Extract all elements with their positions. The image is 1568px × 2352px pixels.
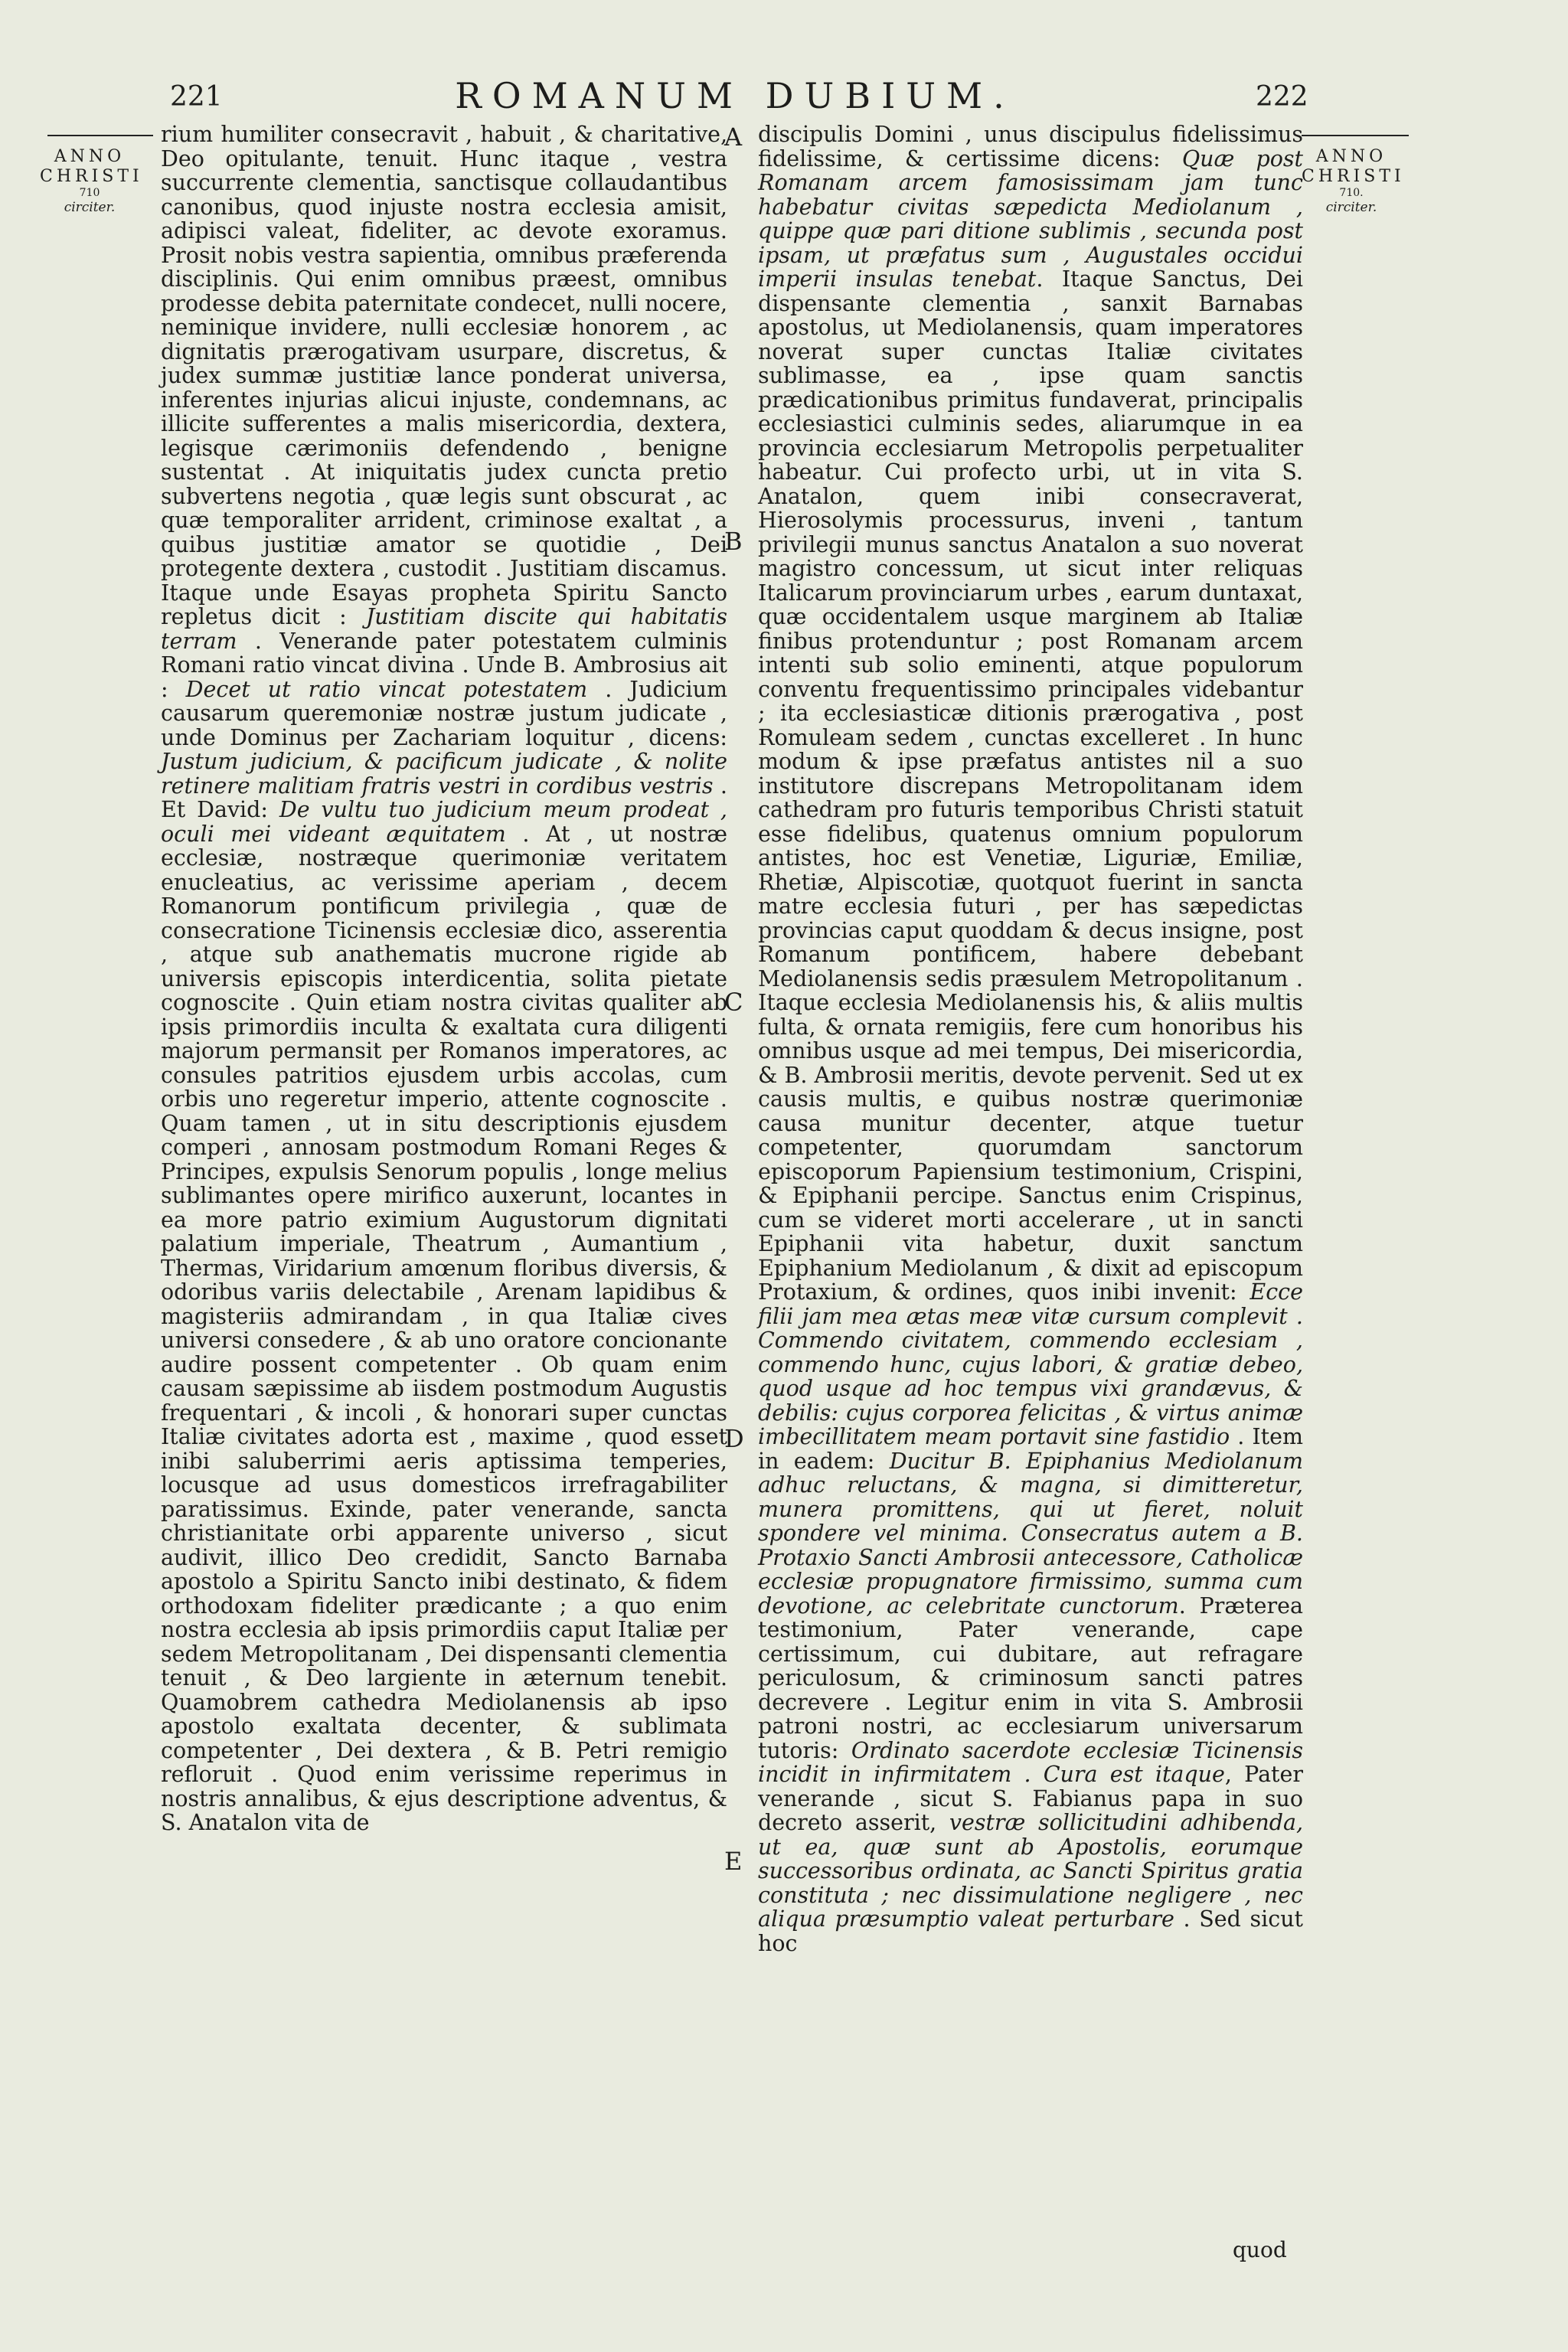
quote-epiphanius: Ducitur B. Epiphanius Mediolanum adhuc reluctans, & magna, si dimitteretur, munera promittens, qui ut fieret, noluit spondere vel minima. Consecratus autem a B. Protaxio Sancti Ambrosii antecessore, Catholicæ ecclesiæ propugnatore firmissimo, summa cum devotione, ac celebritate cunctorum	[758, 1448, 1303, 1619]
margin-christi: CHRISTI	[1302, 167, 1405, 186]
margin-circiter: circiter.	[64, 200, 116, 215]
running-title: ROMANUM DUBIUM.	[455, 75, 1015, 116]
quote-zechariah: Justum judicium, & pacificum judicate , & nolite retinere malitiam fratris vestri in cordibus vestris	[161, 749, 727, 799]
section-letter-d: D	[724, 1424, 744, 1453]
section-letter-a: A	[724, 122, 743, 152]
text-run: . Itaque Sanctus, Dei dispensante clementia , sanxit Barnabas apostolus, ut Mediolanensis, quam imperatores noverat super cunctas Italiæ civitates sublimasse, ea , ipse quam sanctis prædicationibus primitus fundaverat, principalis ecclesiastici culminis sedes, aliarumque in ea provincia ecclesiarum Metropolis perpetualiter habeatur. Cui profecto urbi, ut in vita S. Anatalon, quem inibi consecraverat, Hierosolymis processurus, inveni , tantum privilegii munus sanctus Anatalon a suo noverat magistro concessum, ut sicut inter reliquas Italicarum provinciarum urbes , earum duntaxat, quæ occidentalem usque marginem ab Italiæ finibus protenduntur ; post Romanam arcem intenti sub solio eminenti, atque populorum conventu frequentissimo principales videbantur ; ita ecclesiasticæ ditionis prærogativa , post Romuleam sedem , cunctas excelleret . In hunc modum & ipse præfatus antistes nil a suo institutore discrepans Metropolitanam idem cathedram pro futuris temporibus Christi statuit esse fidelibus, quatenus omnium populorum antistes, hoc est Venetiæ, Liguriæ, Emiliæ, Rhetiæ, Alpiscotiæ, quotquot fuerint in sancta matre ecclesia futuri , per has sæpedictas provincias caput quoddam & decus insigne, post Romanum pontificem, habere debebant Mediolanensis sedis præsulem Metropolitanum . Itaque ecclesia Mediolanensis his, & aliis multis fulta, & ornata remigiis, fere cum honoribus his omnibus usque ad mei tempus, Dei misericordia, & B. Ambrosii meritis, devote pervenit. Sed ut ex causis multis, e quibus nostræ querimoniæ causa munitur decenter, atque tuetur competenter, quorumdam sanctorum episcoporum Papiensium testimonium, Crispini, & Epiphanii percipe. Sanctus enim Crispinus, cum se videret morti accelerare , ut in sancti Epiphanii vita habetur, duxit sanctum Epiphanium Mediolanum , & dixit ad episcopum Protaxium, & ordines, quos inibi invenit:	[758, 266, 1303, 1305]
quote-isaiah: Justitiam discite qui habitatis terram	[161, 604, 727, 654]
quote-crispinus: Ecce filii jam mea ætas meæ vitæ cursum complevit . Commendo civitatem, commendo ecclesiam , commendo hunc, cujus labori, & gratiæ debeo, quod usque ad hoc tempus vixi grandævus, & debilis: cujus corporea felicitas , & virtus animæ imbecillitatem meam portavit sine fastidio	[758, 1279, 1303, 1449]
margin-year: 710	[79, 187, 100, 199]
section-letter-c: C	[724, 988, 743, 1017]
text-run: . At , ut nostræ ecclesiæ, nostræque querimoniæ veritatem enucleatius, ac verissime aperiam , decem Romanorum pontificum privilegia , quæ de consecratione Ticinensis ecclesiæ dico, asserentia , atque sub anathematis mucrone rigide ab universis episcopis interdicentia, solita pietate cognoscite . Quin etiam nostra civitas qualiter ab ipsis primordiis inculta & exaltata cura diligenti majorum permansit per Romanos imperatores, ac consules patritios ejusdem urbis accolas, cum orbis uno regeretur imperio, attente cognoscite . Quam tamen , ut in situ descriptionis ejusdem comperi , annosam postmodum Romani Reges & Principes, expulsis Senorum populis , longe melius sublimantes opere mirifico auxerunt, locantes in ea more patrio eximium Augustorum dignitati palatium imperiale, Theatrum , Aumantium , Thermas, Viridarium amœnum floribus diversis, & odoribus variis delectabile , Arenam lapidibus & magisteriis admirandam , in qua Italiæ cives universi consedere , & ab uno oratore concionante audire possent competenter . Ob quam enim causam sæpissime ab iisdem postmodum Augustis frequentari , & incoli , & honorari super cunctas Italiæ civitates adorta est , maxime , quod esset inibi saluberrimi aeris aptissima temperies, locusque ad usus domesticos irrefragabiliter paratissimus. Exinde, pater venerande, sancta christianitate orbi apparente universo , sicut audivit, illico Deo credidit, Sancto Barnaba apostolo a Spiritu Sancto inibi destinato, & fidem orthodoxam fideliter prædicante ; a quo enim nostra ecclesia ab ipsis primordiis caput Italiæ per sedem Metropolitanam , Dei dispensanti clementia tenuit , & Deo largiente in æternum tenebit. Quamobrem cathedra Mediolanensis ab ipso apostolo exaltata decenter, & sublimata competenter , Dei dextera , & B. Petri remigio refloruit . Quod enim verissime reperimus in nostris annalibus, & ejus descriptione adventus, & S. Anatalon vita de	[161, 821, 727, 1835]
margin-anno: ANNO	[1315, 147, 1387, 166]
margin-anno: ANNO	[54, 147, 126, 166]
text-run: . Præterea testimonium, Pater venerande, cape certissimum, cui dubitare, aut refragare periculosum, & criminosum sancti patres decrevere . Legitur enim in vita S. Ambrosii patroni nostri, ac ecclesiarum universarum tutoris:	[758, 1592, 1304, 1763]
text-run: . Et David:	[161, 773, 727, 822]
quote-ambrose: Decet ut ratio vincat potestatem	[185, 676, 588, 702]
section-letter-e: E	[724, 1847, 743, 1876]
section-letter-b: B	[724, 527, 743, 556]
margin-circiter: circiter.	[1325, 200, 1377, 215]
right-margin-note	[1302, 147, 1405, 216]
quote-david: De vultu tuo judicium meum prodeat , oculi mei videant æquitatem	[161, 797, 727, 847]
text-run: . Item in eadem:	[758, 1424, 1303, 1474]
text-run: , Pater venerande , sicut S. Fabianus papa in suo decreto asserit,	[758, 1762, 1304, 1835]
margin-year: 710.	[1339, 187, 1364, 199]
left-margin-rule	[47, 135, 153, 136]
catchword: quod	[1233, 2237, 1287, 2262]
text-run: . Sed sicut hoc	[758, 1906, 1303, 1956]
left-text-column	[161, 122, 727, 2266]
text-run: . Venerande pater potestatem culminis Romani ratio vincat divina . Unde B. Ambrosius ait :	[161, 628, 727, 702]
text-run: discipulis Domini , unus discipulus fidelissimus fidelissime, & certissime dicens:	[758, 122, 1303, 172]
right-column-paragraph	[758, 122, 1303, 1955]
quote-fabianus: vestræ sollicitudini adhibenda, ut ea, quæ sunt ab Apostolis, eorumque successoribus ordinata, ac Sancti Spiritus gratia constituta ; nec dissimulatione negligere , nec aliqua præsumptio valeat perturbare	[758, 1810, 1304, 1932]
left-margin-note	[40, 147, 143, 216]
section-letters	[720, 122, 755, 2006]
page-header	[0, 75, 1568, 121]
quote-mediolanum: Quæ post Romanam arcem famosissimam jam tunc habebatur civitas sæpedicta Mediolanum , quippe quæ pari ditione sublimis , secunda post ipsam, ut præfatus sum , Augustales occidui imperii insulas tenebat	[758, 145, 1303, 292]
text-run: . Judicium causarum queremoniæ nostræ justum judicate , unde Dominus per Zachariam loquitur , dicens:	[161, 676, 727, 750]
margin-christi: CHRISTI	[40, 167, 143, 186]
text-run: rium humiliter consecravit , habuit , & charitative, Deo opitulante, tenuit. Hunc itaque , vestra succurrente clementia, sanctisque collaudantibus canonibus, quod injuste nostra ecclesia amisit, adipisci valeat, fideliter, ac devote exoramus. Prosit nobis vestra sapientia, omnibus præferenda disciplinis. Qui enim omnibus præest, omnibus prodesse debita paternitate condecet, nulli nocere, neminique invidere, nulli ecclesiæ honorem , ac dignitatis prærogativam usurpare, discretus, & judex summæ justitiæ lance ponderat universa, inferentes injurias alicui injuste, condemnans, ac illicite sufferentes a malis misericordia, dextera, legisque cærimoniis defendendo , benigne sustentat . At iniquitatis judex cuncta pretio subvertens negotia , quæ legis sunt obscurat , ac quæ temporaliter arrident, criminose exaltat , a quibus justitiæ amator se quotidie , Dei protegente dextera , custodit . Justitiam discamus. Itaque unde Esayas propheta Spiritu Sancto repletus dicit :	[161, 122, 727, 629]
left-page-number: 221	[170, 81, 223, 113]
left-column-paragraph	[161, 122, 727, 1835]
right-margin-rule	[1302, 135, 1409, 136]
quote-vita-ambrosii: Ordinato sacerdote ecclesiæ Ticinensis incidit in infirmitatem . Cura est itaque	[758, 1737, 1303, 1787]
right-text-column	[758, 122, 1303, 2266]
right-page-number: 222	[1256, 81, 1308, 113]
